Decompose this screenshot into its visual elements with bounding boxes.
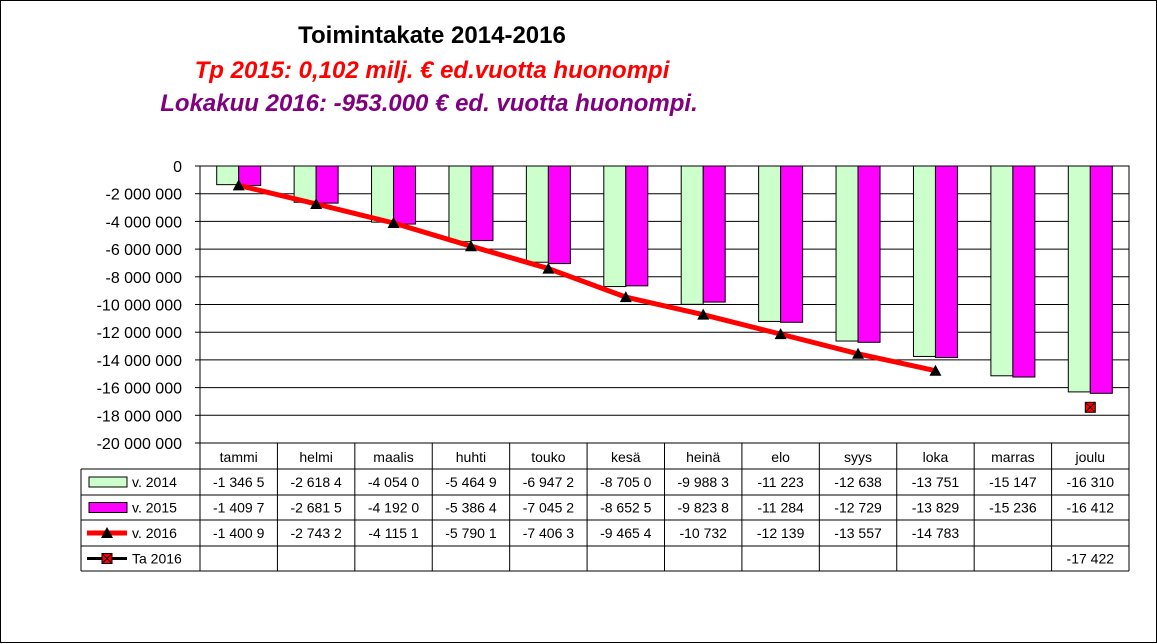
data-label-v. 2015-heinä: -9 823 8 (677, 499, 729, 516)
data-label-v. 2014-syys: -12 638 (834, 474, 882, 490)
bar-v2014-syys (836, 166, 858, 341)
data-label-v. 2015-tammi: -1 409 7 (213, 499, 265, 516)
bar-v2015-syys (858, 166, 880, 342)
data-label-v. 2014-tammi: -1 346 5 (213, 474, 265, 490)
data-label-v. 2016-huhti: -5 790 1 (445, 525, 497, 541)
y-axis-ticks (97, 159, 183, 453)
y-tick-label: -16 000 000 (96, 380, 182, 398)
bar-v2014-loka (913, 166, 935, 356)
y-tick-label: -14 000 000 (96, 352, 182, 370)
data-label-v. 2014-loka: -13 751 (911, 474, 960, 490)
x-tick-label-loka: loka (922, 449, 949, 465)
data-label-v. 2015-huhti: -5 386 4 (445, 499, 497, 516)
chart-subtitle-tp2015: Tp 2015: 0,102 milj. € ed.vuotta huonompi (194, 57, 670, 84)
x-tick-label-huhti: huhti (455, 449, 487, 465)
data-table (81, 443, 1129, 571)
data-label-v. 2016-maalis: -4 115 1 (368, 525, 419, 541)
x-tick-label-marras: marras (991, 449, 1035, 465)
data-label-v. 2015-elo: -11 284 (757, 499, 804, 516)
x-tick-label-elo: elo (771, 449, 790, 465)
bar-v2015-elo (781, 166, 803, 322)
legend-key-v. 2014 (89, 477, 127, 487)
data-label-v. 2014-huhti: -5 464 9 (445, 474, 497, 490)
bar-v2015-marras (1013, 166, 1035, 377)
data-label-v. 2015-touko: -7 045 2 (522, 499, 575, 516)
data-label-v. 2014-kesä: -8 705 0 (600, 474, 652, 490)
data-label-v. 2015-joulu: -16 412 (1066, 499, 1115, 516)
data-label-v. 2014-touko: -6 947 2 (522, 474, 575, 490)
chart-title: Toimintakate 2014-2016 (298, 22, 566, 49)
x-tick-label-syys: syys (844, 449, 873, 465)
legend-key-v. 2015 (89, 503, 127, 513)
data-label-v. 2016-tammi: -1 400 9 (213, 525, 265, 541)
data-label-v. 2016-loka: -14 783 (911, 525, 960, 541)
bar-v2015-kesä (626, 166, 648, 286)
bar-v2015-loka (935, 166, 957, 358)
bar-v2014-touko (526, 166, 548, 262)
data-label-v. 2014-elo: -11 223 (757, 474, 804, 490)
x-tick-label-heinä: heinä (686, 449, 721, 465)
legend-label-v. 2015: v. 2015 (132, 499, 177, 516)
bar-v2015-tammi (239, 166, 261, 186)
y-tick-label: -10 000 000 (96, 297, 182, 315)
data-label-v. 2014-marras: -15 147 (989, 474, 1037, 490)
data-label-v. 2016-kesä: -9 465 4 (600, 525, 652, 541)
y-tick-label: -18 000 000 (96, 408, 182, 426)
y-tick-label: -2 000 000 (105, 186, 182, 204)
data-label-v. 2015-marras: -15 236 (989, 499, 1037, 516)
bar-v2015-touko (548, 166, 570, 264)
data-label-v. 2014-maalis: -4 054 0 (367, 474, 420, 490)
bar-v2015-maalis (394, 166, 416, 224)
bar-v2015-helmi (316, 166, 338, 203)
x-tick-label-kesä: kesä (611, 449, 641, 465)
y-tick-label: -12 000 000 (96, 325, 182, 343)
x-tick-label-helmi: helmi (299, 449, 333, 465)
y-tick-label: -20 000 000 (96, 436, 182, 453)
data-label-Ta 2016-joulu: -17 422 (1066, 550, 1115, 567)
data-label-v. 2015-helmi: -2 681 5 (290, 499, 342, 516)
x-tick-label-tammi: tammi (219, 449, 258, 465)
legend-label-Ta 2016: Ta 2016 (132, 550, 182, 567)
data-label-v. 2016-syys: -13 557 (834, 525, 882, 541)
bar-v2015-heinä (703, 166, 725, 302)
bar-v2014-elo (759, 166, 781, 321)
data-label-v. 2014-helmi: -2 618 4 (290, 474, 342, 490)
y-tick-label: 0 (173, 159, 182, 176)
data-label-v. 2015-maalis: -4 192 0 (367, 499, 420, 516)
data-label-v. 2016-heinä: -10 732 (679, 525, 727, 541)
legend-label-v. 2014: v. 2014 (132, 474, 177, 490)
bar-v2015-huhti (471, 166, 493, 241)
bar-v2014-joulu (1068, 166, 1090, 392)
y-tick-label: -4 000 000 (105, 214, 182, 232)
y-tick-label: -8 000 000 (105, 269, 182, 287)
data-label-v. 2014-heinä: -9 988 3 (677, 474, 729, 490)
bar-v2015-joulu (1090, 166, 1112, 393)
data-label-v. 2014-joulu: -16 310 (1066, 474, 1115, 490)
data-label-v. 2016-touko: -7 406 3 (522, 525, 575, 541)
data-label-v. 2015-kesä: -8 652 5 (600, 499, 652, 516)
x-tick-label-joulu: joulu (1075, 449, 1106, 465)
chart-subtitle-lokakuu2016: Lokakuu 2016: -953.000 € ed. vuotta huonompi. (160, 90, 698, 117)
data-label-v. 2015-loka: -13 829 (911, 499, 960, 516)
bar-v2014-maalis (372, 166, 394, 222)
data-label-v. 2015-syys: -12 729 (834, 499, 882, 516)
bar-v2014-kesä (604, 166, 626, 287)
bar-v2014-huhti (449, 166, 471, 242)
data-label-v. 2016-elo: -12 139 (756, 525, 805, 541)
bar-v2014-helmi (294, 166, 316, 202)
bar-v2014-tammi (217, 166, 239, 185)
data-label-v. 2016-helmi: -2 743 2 (290, 525, 342, 541)
x-tick-label-maalis: maalis (373, 449, 414, 465)
legend-label-v. 2016: v. 2016 (132, 525, 177, 541)
x-tick-label-touko: touko (531, 449, 566, 465)
bar-v2014-marras (991, 166, 1013, 376)
chart-canvas (1, 1, 1157, 644)
y-tick-label: -6 000 000 (105, 242, 182, 260)
bar-v2014-heinä (681, 166, 703, 304)
